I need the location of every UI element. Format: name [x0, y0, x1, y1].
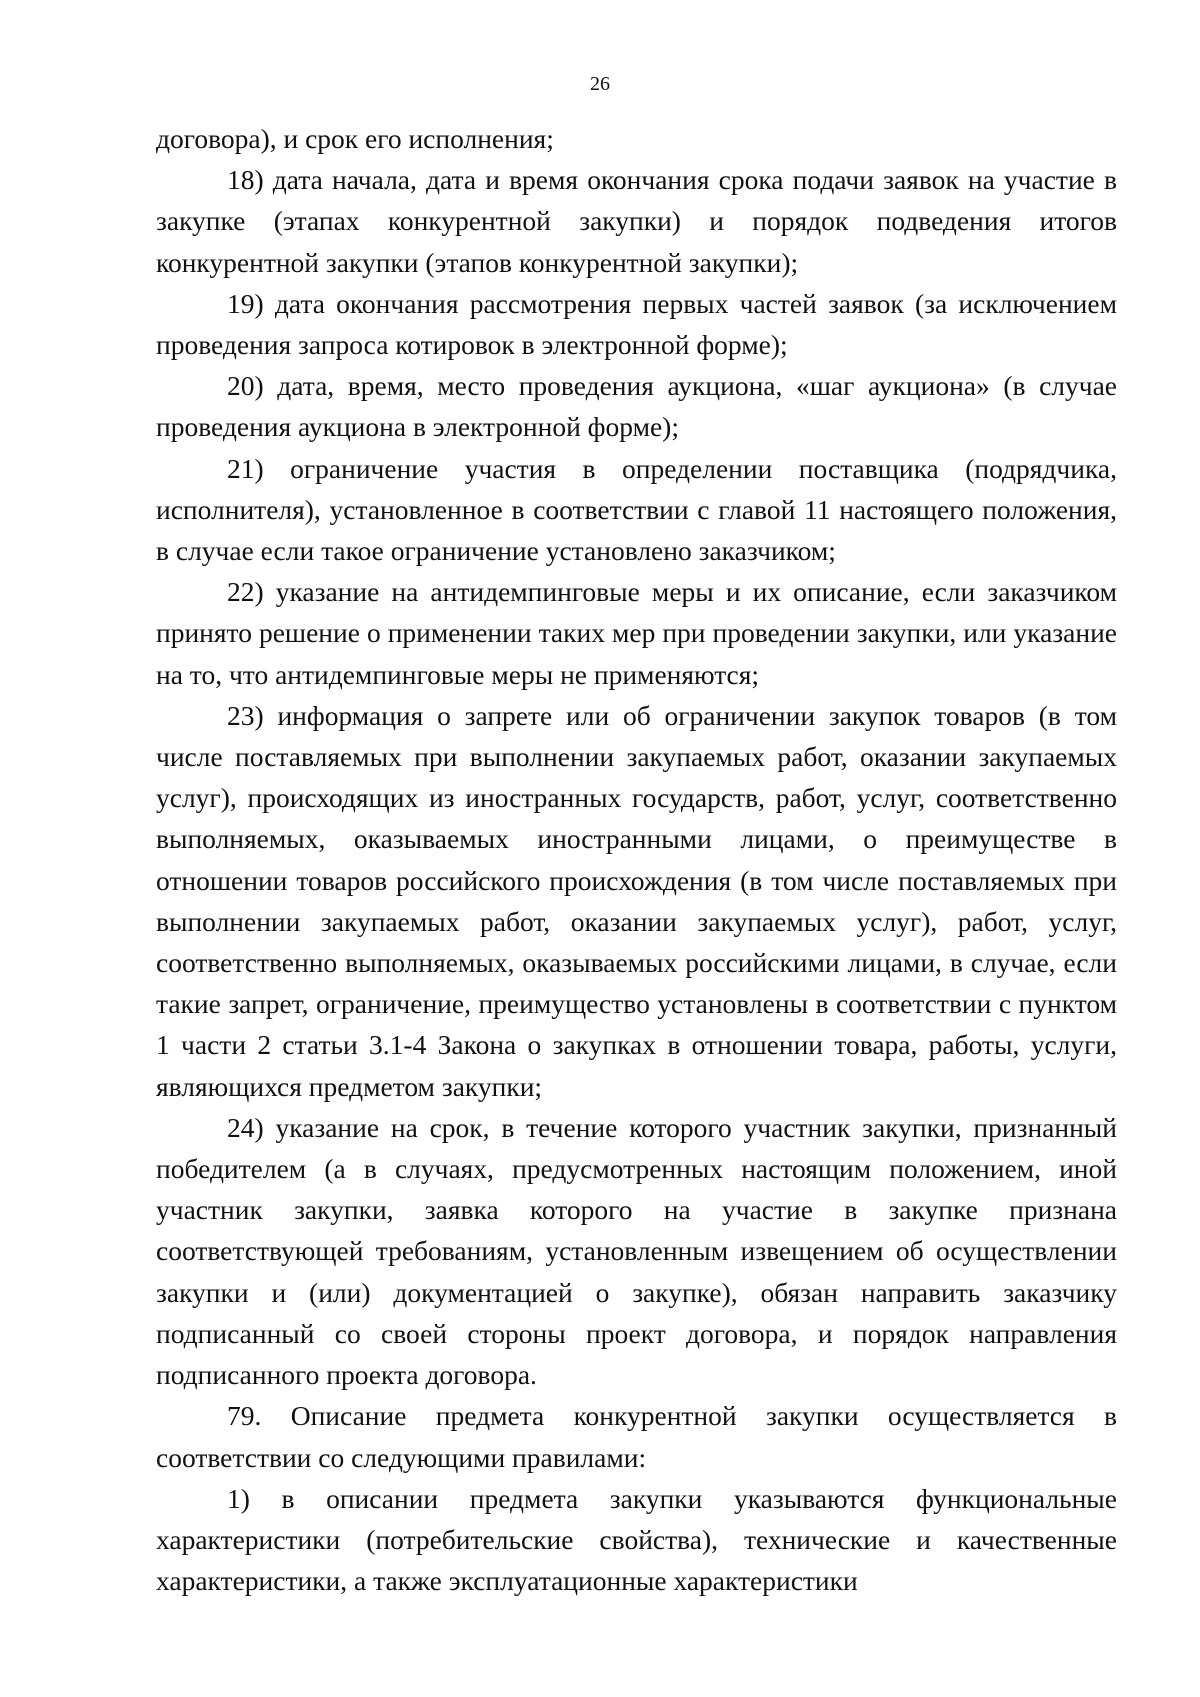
paragraph-item-22: 22) указание на антидемпинговые меры и их описание, если заказчиком принято решение о применении таких мер при проведении закупки, или указание на то, что антидемпинговые меры не применяются; [156, 576, 1117, 690]
paragraph-section-79: 79. Описание предмета конкурентной закупки осуществляется в соответствии со следующими правилами: [156, 1400, 1117, 1473]
paragraph-item-19: 19) дата окончания рассмотрения первых частей заявок (за исключением проведения запроса котировок в электронной форме); [156, 287, 1117, 361]
paragraph-item-23: 23) информация о запрете или об ограничении закупок товаров (в том числе поставляемых при выполнении закупаемых работ, оказании закупаемых услуг), происходящих из иностранных государств, работ, услуг, соответственно выполняемых, оказываемых иностранными лицами, о преимуществе в отношении товаров российского происхождения (в том числе поставляемых при выполнении закупаемых работ, оказании закупаемых услуг), работ, услуг, соответственно выполняемых, оказываемых российскими лицами, в случае, если такие запрет, ограничение, преимущество установлены в соответствии с пунктом 1 части 2 статьи 3.1-4 Закона о закупках в отношении товара, работы, услуги, являющихся предметом закупки; [156, 699, 1117, 1102]
paragraph-item-20: 20) дата, время, место проведения аукциона, «шаг аукциона» (в случае проведения аукциона в электронной форме); [156, 370, 1117, 443]
document-body [156, 118, 1117, 1601]
paragraph-rule-1: 1) в описании предмета закупки указываются функциональные характеристики (потребительские свойства), технические и качественные характеристики, а также эксплуатационные характеристики [156, 1482, 1117, 1597]
paragraph-item-21: 21) ограничение участия в определении поставщика (подрядчика, исполнителя), установленное в соответствии с главой 11 настоящего положения, в случае если такое ограничение установлено заказчиком; [156, 452, 1117, 567]
page-number: 26 [590, 73, 610, 95]
paragraph-item-24: 24) указание на срок, в течение которого участник закупки, признанный победителем (а в случаях, предусмотренных настоящим положением, иной участник закупки, заявка которого на участие в закупке признана соответствующей требованиям, установленным извещением об осуществлении закупки и (или) документацией о закупке), обязан направить заказчику подписанный со своей стороны проект договора, и порядок направления подписанного проекта договора. [156, 1111, 1117, 1391]
paragraph-continuation: договора), и срок его исполнения; [156, 123, 554, 154]
paragraph-item-18: 18) дата начала, дата и время окончания срока подачи заявок на участие в закупке (этапах конкурентной закупки) и порядок подведения итогов конкурентной закупки (этапов конкурентной закупки); [156, 164, 1117, 278]
